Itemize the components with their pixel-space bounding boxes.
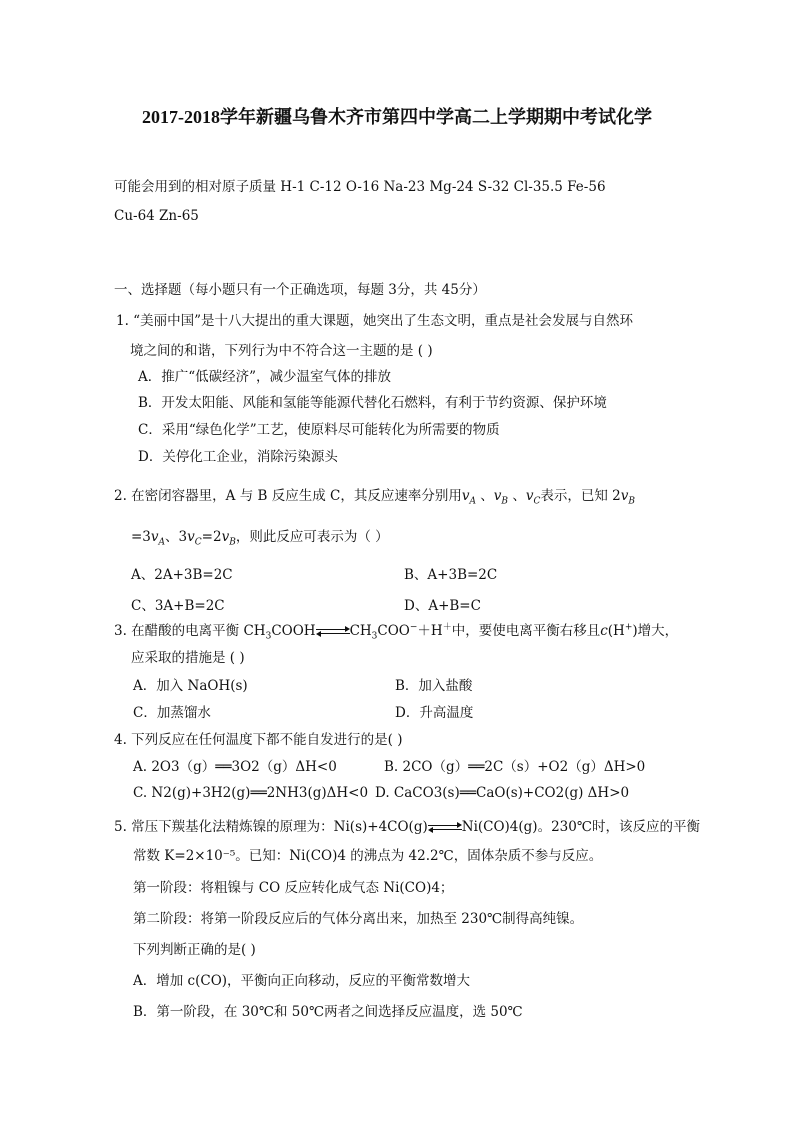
q2-option-a: A、2A+3B=2C: [131, 567, 233, 583]
section-heading: 一、选择题（每小题只有一个正确选项，每题 3分，共 45分）: [114, 282, 486, 298]
q2-option-c: C、3A+B=2C: [131, 598, 225, 614]
q4-option-a: A. 2O3（g）══3O2（g）ΔH<0: [133, 759, 337, 775]
q1-option-b: B．开发太阳能、风能和氢能等能源代替化石燃料，有利于节约资源、保护环境: [138, 395, 607, 411]
q5-stem-line-2: 常数 K=2×10⁻⁵。已知：Ni(CO)4 的沸点为 42.2℃，固体杂质不参与反应。: [133, 848, 603, 864]
rate-vb-3: $v_B$: [221, 529, 236, 548]
q4-stem: 4. 下列反应在任何温度下都不能自发进行的是( ): [114, 732, 403, 748]
q3-option-a: A．加入 NaOH(s): [133, 678, 248, 694]
q2-eq-part-3: =2: [201, 529, 222, 545]
atomic-masses-line-2: Cu-64 Zn-65: [114, 208, 199, 224]
rate-va: $v_A$: [461, 488, 476, 507]
q5-question: 下列判断正确的是( ): [133, 942, 256, 958]
q5-text-a: 5. 常压下羰基化法精炼镍的原理为：Ni(s)+4CO(g): [114, 819, 428, 835]
q2-stem-line-2: [131, 528, 389, 546]
q5-option-a: A．增加 c(CO)，平衡向正向移动，反应的平衡常数增大: [133, 973, 471, 989]
q3-text-a: 3. 在醋酸的电离平衡 CH: [114, 623, 266, 639]
q3-text-c: 增大，: [637, 623, 679, 639]
q2-stem-text-b: 表示，已知 2: [540, 488, 621, 504]
rate-vb-2: $v_B$: [620, 488, 636, 507]
atomic-masses-line-1: 可能会用到的相对原子质量 H-1 C-12 O-16 Na-23 Mg-24 S-32 Cl-35.5 Fe-56: [114, 179, 606, 195]
q2-option-d: D、A+B=C: [404, 598, 481, 614]
q1-option-c: C．采用“绿色化学”工艺，使原料尽可能转化为所需要的物质: [138, 422, 500, 438]
q5-stage-1: 第一阶段：将粗镍与 CO 反应转化成气态 Ni(CO)4；: [133, 880, 454, 896]
page-title: 2017-2018学年新疆乌鲁木齐市第四中学高二上学期期中考试化学: [142, 107, 652, 127]
rate-va-2: $v_A$: [150, 529, 166, 548]
q5-option-b: B．第一阶段，在 30℃和 50℃两者之间选择反应温度，选 50℃: [133, 1004, 523, 1020]
q2-stem-line-1: 2. 在密闭容器里，A 与 B 反应生成 C，其反应速率分别用$v_A$ 、$v_B$ 、$v_C$表示，已知 $2v_B$: [114, 488, 636, 507]
q2-stem-text-a: 2. 在密闭容器里，A 与 B 反应生成 C，其反应速率分别用: [114, 488, 462, 504]
q5-stem-line-1: [114, 818, 700, 836]
q3-stem-line-2: 应采取的措施是 ( ): [131, 650, 245, 666]
q3-option-b: B．加入盐酸: [395, 678, 473, 694]
q5-text-b: Ni(CO)4(g)。230℃时，该反应的平衡: [461, 819, 700, 835]
q4-option-c: C. N2(g)+3H2(g)══2NH3(g)ΔH<0: [133, 785, 369, 801]
q2-eq-part-4: ，则此反应可表示为（ ）: [235, 529, 389, 545]
q2-option-b: B、A+3B=2C: [404, 567, 498, 583]
q1-option-d: D．关停化工企业，消除污染源头: [138, 449, 338, 465]
q3-text-b: 中，要使电离平衡右移且: [451, 623, 601, 639]
rate-vc-2: $v_C$: [187, 529, 202, 548]
q3-option-d: D．升高温度: [395, 705, 474, 721]
q4-option-d: D. CaCO3(s)══CaO(s)+CO2(g) ΔH>0: [375, 785, 630, 801]
q1-stem-line-1: 1. “美丽中国”是十八大提出的重大课题，她突出了生态文明，重点是社会发展与自然环: [116, 313, 633, 329]
q4-option-b: B. 2CO（g）══2C（s）+O2（g）ΔH>0: [384, 759, 646, 775]
equilibrium-arrow-icon: [316, 627, 350, 637]
q1-option-a: A．推广“低碳经济”，减少温室气体的排放: [138, 369, 392, 385]
rate-vc: $v_C$: [525, 488, 541, 507]
equilibrium-arrow-icon-2: [428, 823, 462, 833]
rate-vb: $v_B$: [493, 488, 509, 507]
q3-option-c: C．加蒸馏水: [133, 705, 211, 721]
q2-eq-part-1: =3: [131, 529, 151, 545]
q5-stage-2: 第二阶段：将第一阶段反应后的气体分离出来，加热至 230℃制得高纯镍。: [133, 911, 584, 927]
q1-stem-line-2: 境之间的和谐，下列行为中不符合这一主题的是 ( ): [130, 343, 433, 359]
q2-eq-part-2: 、3: [165, 529, 188, 545]
q3-stem-line-1: 3. 在醋酸的电离平衡 $CH_3COOH$ $CH_3COO^-+H^+$中，要使电离平衡右移且c(H+)增大，: [114, 622, 679, 642]
